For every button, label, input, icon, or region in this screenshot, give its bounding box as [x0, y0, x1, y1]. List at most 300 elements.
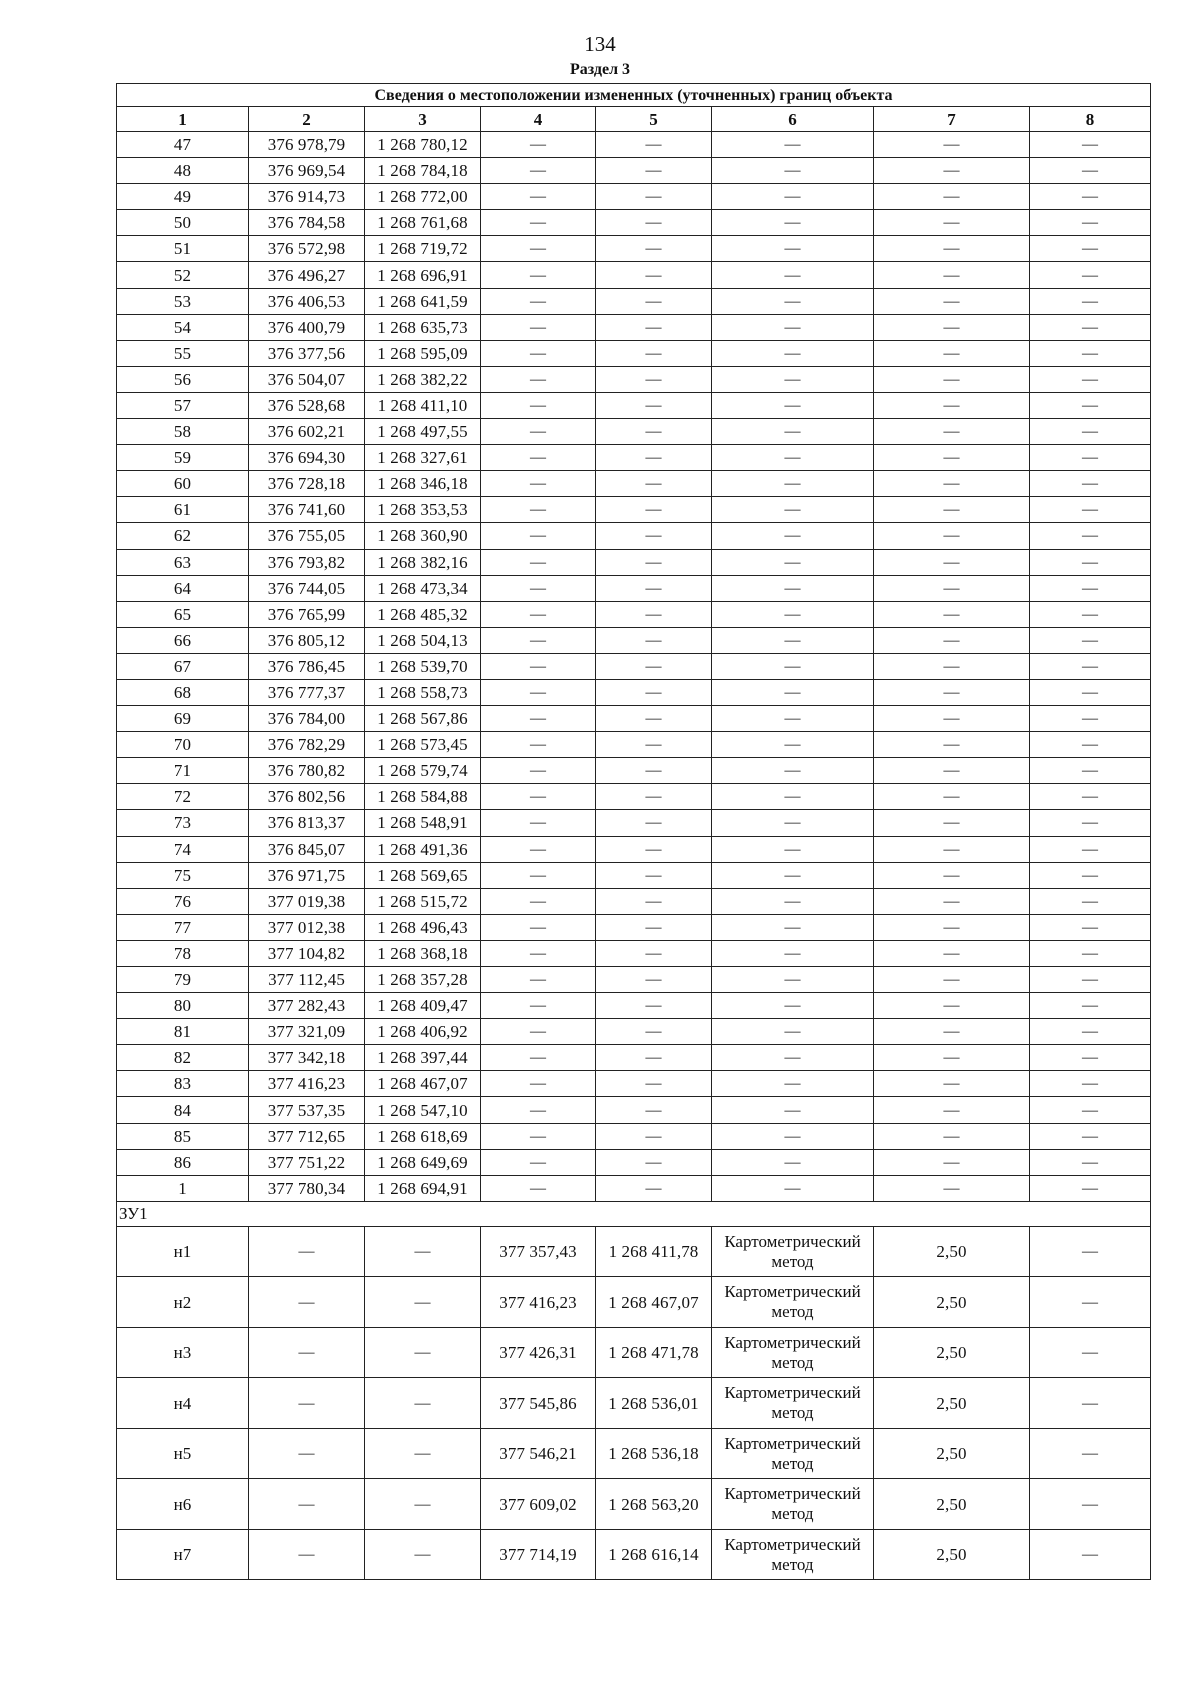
table-cell: 1 268 467,07 — [596, 1277, 712, 1328]
table-cell: — — [481, 679, 596, 705]
table-cell: 1 268 548,91 — [365, 810, 481, 836]
table-cell: 55 — [117, 340, 249, 366]
table-cell: — — [481, 132, 596, 158]
table-cell: — — [481, 210, 596, 236]
table-cell: 377 545,86 — [481, 1378, 596, 1429]
table-cell: — — [874, 575, 1030, 601]
table-cell: — — [712, 993, 874, 1019]
table-cell: 80 — [117, 993, 249, 1019]
table-cell: — — [712, 601, 874, 627]
table-cell: — — [712, 549, 874, 575]
table-cell: — — [1030, 158, 1151, 184]
table-cell: 77 — [117, 914, 249, 940]
table-row — [117, 1226, 1151, 1277]
table-cell: — — [874, 706, 1030, 732]
table-cell: 67 — [117, 653, 249, 679]
table-cell: — — [712, 679, 874, 705]
table-row — [117, 627, 1151, 653]
table-cell: — — [1030, 392, 1151, 418]
table-cell: — — [1030, 1226, 1151, 1277]
column-header-7: 7 — [874, 107, 1030, 132]
table-cell: — — [249, 1277, 365, 1328]
table-cell: — — [712, 1019, 874, 1045]
table-row — [117, 967, 1151, 993]
table-cell: — — [874, 679, 1030, 705]
table-cell: 2,50 — [874, 1479, 1030, 1530]
table-cell: — — [365, 1226, 481, 1277]
table-cell: — — [596, 679, 712, 705]
table-cell: — — [1030, 288, 1151, 314]
table-cell: — — [596, 366, 712, 392]
table-cell: — — [874, 888, 1030, 914]
table-cell: 377 012,38 — [249, 914, 365, 940]
table-cell: — — [1030, 366, 1151, 392]
table-cell: — — [1030, 1277, 1151, 1328]
table-cell: — — [1030, 679, 1151, 705]
table-cell: 376 813,37 — [249, 810, 365, 836]
page-number: 134 — [584, 32, 616, 56]
column-header-4: 4 — [481, 107, 596, 132]
table-cell: 2,50 — [874, 1327, 1030, 1378]
table-row — [117, 810, 1151, 836]
table-row — [117, 1071, 1151, 1097]
table-cell: — — [874, 523, 1030, 549]
table-cell: 1 — [117, 1175, 249, 1201]
table-cell: — — [481, 419, 596, 445]
table-cell: 50 — [117, 210, 249, 236]
table-cell: 1 268 618,69 — [365, 1123, 481, 1149]
table-row — [117, 914, 1151, 940]
table-cell: — — [1030, 1149, 1151, 1175]
table-row — [117, 1277, 1151, 1328]
table-cell: — — [874, 1071, 1030, 1097]
table-cell: — — [481, 262, 596, 288]
table-cell: 376 400,79 — [249, 314, 365, 340]
table-row — [117, 784, 1151, 810]
table-cell: 1 268 346,18 — [365, 471, 481, 497]
table-cell: — — [249, 1529, 365, 1580]
table-cell: — — [596, 758, 712, 784]
table-row — [117, 314, 1151, 340]
table-cell: — — [596, 236, 712, 262]
table-cell: — — [365, 1428, 481, 1479]
table-row — [117, 288, 1151, 314]
table-cell: 84 — [117, 1097, 249, 1123]
table-cell: — — [596, 862, 712, 888]
table-row — [117, 497, 1151, 523]
table-cell: — — [1030, 314, 1151, 340]
table-header-row — [117, 107, 1151, 132]
table-cell: — — [1030, 340, 1151, 366]
table-cell: — — [596, 1097, 712, 1123]
table-cell: 51 — [117, 236, 249, 262]
table-cell: — — [1030, 627, 1151, 653]
table-cell: — — [481, 706, 596, 732]
table-cell: — — [712, 158, 874, 184]
table-cell: — — [249, 1378, 365, 1429]
table-cell: 56 — [117, 366, 249, 392]
table-cell: 1 268 563,20 — [596, 1479, 712, 1530]
table-cell: — — [596, 549, 712, 575]
table-cell: — — [596, 392, 712, 418]
table-cell: 376 528,68 — [249, 392, 365, 418]
table-row — [117, 1097, 1151, 1123]
table-cell: 1 268 467,07 — [365, 1071, 481, 1097]
table-row — [117, 1175, 1151, 1201]
method-cell: Картометрический метод — [712, 1226, 874, 1277]
table-cell: — — [481, 184, 596, 210]
table-cell: — — [596, 1019, 712, 1045]
table-row — [117, 1123, 1151, 1149]
table-cell: — — [249, 1327, 365, 1378]
table-cell: — — [596, 445, 712, 471]
table-cell: — — [712, 914, 874, 940]
table-cell: 1 268 491,36 — [365, 836, 481, 862]
table-cell: — — [712, 184, 874, 210]
table-cell: 1 268 584,88 — [365, 784, 481, 810]
table-cell: — — [481, 1045, 596, 1071]
table-cell: 1 268 547,10 — [365, 1097, 481, 1123]
table-cell: 1 268 558,73 — [365, 679, 481, 705]
table-cell: — — [481, 732, 596, 758]
table-row — [117, 1479, 1151, 1530]
table-cell: — — [874, 419, 1030, 445]
table-cell: — — [874, 940, 1030, 966]
table-cell: — — [874, 314, 1030, 340]
section-title: Раздел 3 — [569, 61, 631, 78]
table-row — [117, 758, 1151, 784]
table-cell: — — [1030, 653, 1151, 679]
table-cell: 1 268 411,10 — [365, 392, 481, 418]
table-cell: 73 — [117, 810, 249, 836]
table-cell: — — [596, 132, 712, 158]
table-cell: — — [874, 862, 1030, 888]
table-row — [117, 184, 1151, 210]
table-cell: — — [596, 993, 712, 1019]
table-cell: — — [874, 1019, 1030, 1045]
table-cell: — — [874, 288, 1030, 314]
table-cell: — — [1030, 497, 1151, 523]
group-row — [117, 1201, 1151, 1226]
table-cell: 63 — [117, 549, 249, 575]
table-cell: — — [596, 210, 712, 236]
table-cell: 377 357,43 — [481, 1226, 596, 1277]
table-cell: — — [596, 888, 712, 914]
table-cell: — — [712, 732, 874, 758]
table-cell: — — [596, 288, 712, 314]
table-cell: 377 112,45 — [249, 967, 365, 993]
table-cell: 376 755,05 — [249, 523, 365, 549]
table-cell: 1 268 694,91 — [365, 1175, 481, 1201]
table-cell: 1 268 497,55 — [365, 419, 481, 445]
table-cell: — — [596, 784, 712, 810]
table-cell: — — [712, 366, 874, 392]
table-cell: — — [1030, 419, 1151, 445]
table-cell: 1 268 780,12 — [365, 132, 481, 158]
table-cell: — — [1030, 1071, 1151, 1097]
table-cell: 82 — [117, 1045, 249, 1071]
table-cell: — — [481, 993, 596, 1019]
table-cell: — — [596, 497, 712, 523]
table-cell: — — [874, 810, 1030, 836]
table-cell: 1 268 515,72 — [365, 888, 481, 914]
table-cell: — — [481, 288, 596, 314]
table-cell: — — [481, 236, 596, 262]
table-cell: 1 268 784,18 — [365, 158, 481, 184]
table-row — [117, 1045, 1151, 1071]
table-cell: — — [481, 862, 596, 888]
table-cell: — — [712, 1175, 874, 1201]
table-row — [117, 132, 1151, 158]
table-cell: 376 602,21 — [249, 419, 365, 445]
table-cell: — — [1030, 758, 1151, 784]
table-cell: — — [481, 1019, 596, 1045]
table-cell: 1 268 536,18 — [596, 1428, 712, 1479]
table-cell: 377 104,82 — [249, 940, 365, 966]
table-cell: 1 268 573,45 — [365, 732, 481, 758]
table-cell: — — [874, 601, 1030, 627]
table-cell: 1 268 382,22 — [365, 366, 481, 392]
table-cell: — — [365, 1529, 481, 1580]
table-row — [117, 888, 1151, 914]
table-cell: 62 — [117, 523, 249, 549]
table-cell: — — [596, 158, 712, 184]
table-cell: 377 751,22 — [249, 1149, 365, 1175]
table-cell: 377 282,43 — [249, 993, 365, 1019]
table-cell: 1 268 504,13 — [365, 627, 481, 653]
table-cell: 48 — [117, 158, 249, 184]
table-cell: — — [712, 262, 874, 288]
table-cell: — — [874, 784, 1030, 810]
table-cell: 1 268 496,43 — [365, 914, 481, 940]
table-cell: 376 845,07 — [249, 836, 365, 862]
table-cell: 1 268 485,32 — [365, 601, 481, 627]
table-row — [117, 1428, 1151, 1479]
table-cell: 376 971,75 — [249, 862, 365, 888]
table-cell: — — [1030, 1428, 1151, 1479]
table-cell: 376 777,37 — [249, 679, 365, 705]
table-cell: — — [596, 314, 712, 340]
table-cell: — — [874, 392, 1030, 418]
table-cell: — — [712, 784, 874, 810]
table-cell: 74 — [117, 836, 249, 862]
table-cell: — — [874, 914, 1030, 940]
table-cell: — — [481, 914, 596, 940]
table-cell: — — [1030, 862, 1151, 888]
table-cell: — — [1030, 967, 1151, 993]
table-cell: 1 268 641,59 — [365, 288, 481, 314]
table-cell: — — [712, 1097, 874, 1123]
table-cell: — — [712, 940, 874, 966]
table-cell: 1 268 569,65 — [365, 862, 481, 888]
table-cell: 1 268 471,78 — [596, 1327, 712, 1378]
table-cell: 83 — [117, 1071, 249, 1097]
table-row — [117, 940, 1151, 966]
table-cell: 377 342,18 — [249, 1045, 365, 1071]
table-cell: — — [1030, 132, 1151, 158]
table-cell: — — [596, 732, 712, 758]
table-cell: — — [712, 706, 874, 732]
table-cell: 376 914,73 — [249, 184, 365, 210]
table-cell: 1 268 397,44 — [365, 1045, 481, 1071]
table-cell: 376 744,05 — [249, 575, 365, 601]
group-label: ЗУ1 — [117, 1201, 1151, 1226]
table-cell: н1 — [117, 1226, 249, 1277]
table-cell: 377 416,23 — [249, 1071, 365, 1097]
table-row — [117, 679, 1151, 705]
table-cell: 1 268 616,14 — [596, 1529, 712, 1580]
table-cell: 376 784,58 — [249, 210, 365, 236]
table-cell: — — [596, 340, 712, 366]
table-cell: 66 — [117, 627, 249, 653]
table-cell: 377 321,09 — [249, 1019, 365, 1045]
table-cell: — — [712, 340, 874, 366]
table-cell: — — [874, 993, 1030, 1019]
table-cell: — — [712, 445, 874, 471]
table-cell: 376 780,82 — [249, 758, 365, 784]
table-cell: — — [596, 653, 712, 679]
method-cell: Картометрический метод — [712, 1479, 874, 1530]
column-header-8: 8 — [1030, 107, 1151, 132]
table-cell: — — [1030, 575, 1151, 601]
table-cell: 1 268 595,09 — [365, 340, 481, 366]
table-cell: — — [1030, 471, 1151, 497]
table-cell: 58 — [117, 419, 249, 445]
column-header-2: 2 — [249, 107, 365, 132]
table-row — [117, 1019, 1151, 1045]
table-cell: — — [596, 967, 712, 993]
table-cell: н7 — [117, 1529, 249, 1580]
table-cell: — — [481, 1071, 596, 1097]
table-cell: — — [596, 1175, 712, 1201]
table-cell: 2,50 — [874, 1226, 1030, 1277]
table-cell: — — [1030, 1479, 1151, 1530]
table-cell: — — [481, 627, 596, 653]
table-row — [117, 653, 1151, 679]
table-cell: — — [1030, 549, 1151, 575]
table-cell: — — [874, 1123, 1030, 1149]
table-cell: — — [874, 1149, 1030, 1175]
table-cell: 1 268 772,00 — [365, 184, 481, 210]
table-body — [117, 132, 1151, 1580]
table-cell: — — [481, 445, 596, 471]
table-cell: 54 — [117, 314, 249, 340]
table-row — [117, 236, 1151, 262]
table-caption: Сведения о местоположении измененных (уточненных) границ объекта — [117, 84, 1151, 107]
table-cell: — — [712, 575, 874, 601]
table-cell: 1 268 409,47 — [365, 993, 481, 1019]
table-cell: — — [1030, 810, 1151, 836]
table-cell: 377 712,65 — [249, 1123, 365, 1149]
table-cell: — — [596, 810, 712, 836]
table-row — [117, 549, 1151, 575]
table-cell: — — [712, 1045, 874, 1071]
table-cell: — — [481, 549, 596, 575]
table-cell: — — [596, 184, 712, 210]
table-cell: — — [596, 706, 712, 732]
table-cell: — — [874, 967, 1030, 993]
table-cell: — — [874, 210, 1030, 236]
table-cell: — — [481, 784, 596, 810]
table-row — [117, 210, 1151, 236]
table-cell: — — [712, 236, 874, 262]
table-cell: 61 — [117, 497, 249, 523]
table-row — [117, 601, 1151, 627]
table-cell: 49 — [117, 184, 249, 210]
table-cell: — — [481, 392, 596, 418]
table-cell: 1 268 696,91 — [365, 262, 481, 288]
method-cell: Картометрический метод — [712, 1428, 874, 1479]
table-cell: 69 — [117, 706, 249, 732]
table-cell: — — [874, 653, 1030, 679]
table-row — [117, 1378, 1151, 1429]
table-cell: 377 019,38 — [249, 888, 365, 914]
table-cell: — — [481, 575, 596, 601]
table-cell: 1 268 382,16 — [365, 549, 481, 575]
table-row — [117, 993, 1151, 1019]
table-cell: — — [1030, 1529, 1151, 1580]
table-cell: — — [1030, 1327, 1151, 1378]
table-cell: — — [712, 967, 874, 993]
table-cell: — — [712, 1071, 874, 1097]
table-cell: — — [481, 1097, 596, 1123]
table-cell: 376 805,12 — [249, 627, 365, 653]
table-row — [117, 340, 1151, 366]
table-cell: — — [712, 419, 874, 445]
table-cell: — — [1030, 1045, 1151, 1071]
table-cell: — — [1030, 706, 1151, 732]
table-cell: 60 — [117, 471, 249, 497]
table-cell: — — [712, 862, 874, 888]
table-cell: — — [481, 888, 596, 914]
table-cell: 1 268 473,34 — [365, 575, 481, 601]
table-cell: — — [712, 888, 874, 914]
table-cell: 1 268 719,72 — [365, 236, 481, 262]
table-cell: — — [874, 758, 1030, 784]
table-cell: — — [1030, 210, 1151, 236]
table-row — [117, 1149, 1151, 1175]
table-cell: — — [365, 1327, 481, 1378]
table-cell: — — [712, 288, 874, 314]
table-cell: — — [874, 366, 1030, 392]
table-cell: — — [712, 497, 874, 523]
table-cell: — — [1030, 914, 1151, 940]
table-cell: — — [481, 601, 596, 627]
table-cell: — — [596, 262, 712, 288]
table-row — [117, 445, 1151, 471]
table-cell: — — [1030, 836, 1151, 862]
table-cell: 376 784,00 — [249, 706, 365, 732]
table-cell: 1 268 579,74 — [365, 758, 481, 784]
table-cell: 376 496,27 — [249, 262, 365, 288]
table-cell: — — [874, 471, 1030, 497]
table-cell: — — [712, 758, 874, 784]
table-cell: — — [1030, 236, 1151, 262]
table-cell: н5 — [117, 1428, 249, 1479]
table-cell: 376 741,60 — [249, 497, 365, 523]
table-cell: — — [481, 497, 596, 523]
table-cell: 376 782,29 — [249, 732, 365, 758]
table-cell: — — [874, 732, 1030, 758]
table-cell: 2,50 — [874, 1529, 1030, 1580]
table-row — [117, 836, 1151, 862]
table-cell: 86 — [117, 1149, 249, 1175]
table-cell: — — [1030, 1378, 1151, 1429]
table-cell: — — [712, 523, 874, 549]
table-cell: н2 — [117, 1277, 249, 1328]
table-cell: — — [1030, 262, 1151, 288]
column-header-6: 6 — [712, 107, 874, 132]
